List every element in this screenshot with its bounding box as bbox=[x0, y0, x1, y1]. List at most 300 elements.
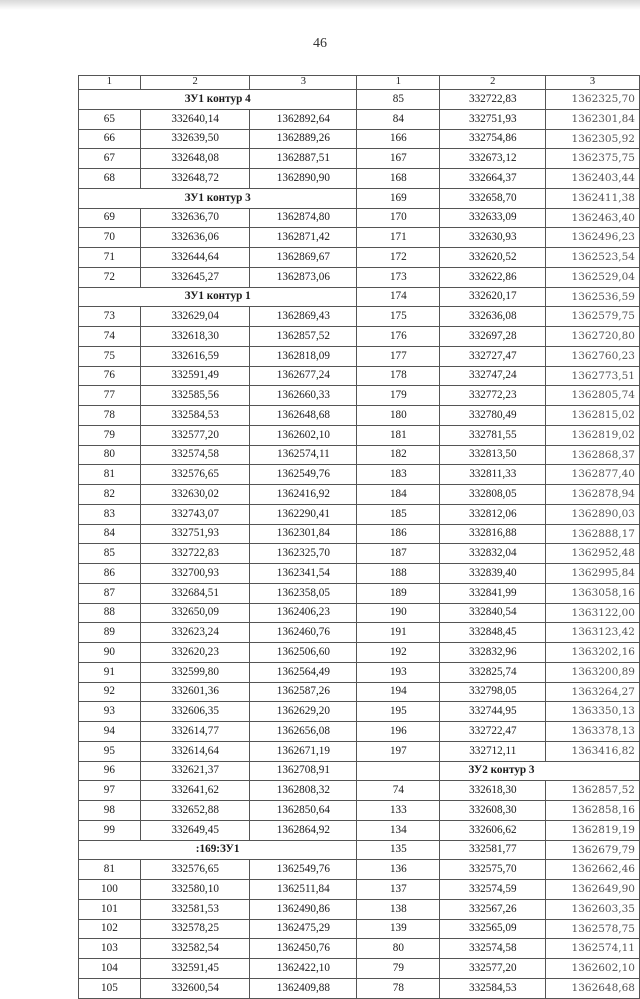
y-coordinate: 1362858,16 bbox=[546, 801, 640, 821]
point-number: 189 bbox=[357, 583, 440, 603]
point-number: 166 bbox=[357, 129, 440, 149]
table-row bbox=[357, 445, 639, 465]
x-coordinate: 332623,24 bbox=[140, 623, 250, 643]
table-row bbox=[357, 702, 639, 722]
table-row bbox=[357, 267, 639, 287]
x-coordinate: 332832,04 bbox=[440, 544, 546, 564]
table-row bbox=[357, 741, 639, 761]
table-row bbox=[357, 959, 639, 979]
point-number: 69 bbox=[79, 208, 141, 228]
point-number: 77 bbox=[79, 386, 141, 406]
y-coordinate: 1362475,29 bbox=[250, 919, 357, 939]
x-coordinate: 332743,07 bbox=[140, 504, 250, 524]
y-coordinate: 1362864,92 bbox=[250, 820, 357, 840]
x-coordinate: 332722,47 bbox=[440, 722, 546, 742]
y-coordinate: 1362871,42 bbox=[250, 228, 357, 248]
point-number: 181 bbox=[357, 425, 440, 445]
table-row bbox=[357, 840, 639, 860]
x-coordinate: 332648,08 bbox=[140, 149, 250, 169]
x-coordinate: 332574,58 bbox=[440, 939, 546, 959]
table-row bbox=[357, 623, 639, 643]
point-number: 78 bbox=[79, 406, 141, 426]
y-coordinate: 1362660,33 bbox=[250, 386, 357, 406]
y-coordinate: 1362648,68 bbox=[250, 406, 357, 426]
y-coordinate: 1362325,70 bbox=[546, 90, 640, 110]
point-number: 103 bbox=[79, 939, 141, 959]
x-coordinate: 332565,09 bbox=[440, 919, 546, 939]
x-coordinate: 332584,53 bbox=[440, 978, 546, 998]
x-coordinate: 332727,47 bbox=[440, 346, 546, 366]
x-coordinate: 332798,05 bbox=[440, 682, 546, 702]
x-coordinate: 332591,45 bbox=[140, 959, 250, 979]
x-coordinate: 332622,86 bbox=[440, 267, 546, 287]
point-number: 85 bbox=[79, 544, 141, 564]
y-coordinate: 1362422,10 bbox=[250, 959, 357, 979]
table-row bbox=[79, 860, 357, 880]
section-title: ЗУ1 контур 4 bbox=[79, 90, 357, 110]
point-number: 168 bbox=[357, 169, 440, 189]
section-title: ЗУ2 контур 3 bbox=[440, 761, 640, 781]
table-row bbox=[79, 169, 357, 189]
y-coordinate: 1362305,92 bbox=[546, 129, 640, 149]
point-number: 74 bbox=[79, 327, 141, 347]
point-number: 80 bbox=[357, 939, 440, 959]
table-row bbox=[357, 406, 639, 426]
y-coordinate: 1362411,38 bbox=[546, 188, 640, 208]
y-coordinate: 1362952,48 bbox=[546, 544, 640, 564]
x-coordinate: 332581,53 bbox=[140, 899, 250, 919]
point-number: 72 bbox=[79, 267, 141, 287]
point-number: 188 bbox=[357, 564, 440, 584]
x-coordinate: 332697,28 bbox=[440, 327, 546, 347]
x-coordinate: 332722,83 bbox=[140, 544, 250, 564]
table-row bbox=[357, 366, 639, 386]
x-coordinate: 332620,17 bbox=[440, 287, 546, 307]
y-coordinate: 1362602,10 bbox=[250, 425, 357, 445]
x-coordinate: 332664,37 bbox=[440, 169, 546, 189]
x-coordinate: 332585,56 bbox=[140, 386, 250, 406]
y-coordinate: 1362888,17 bbox=[546, 524, 640, 544]
x-coordinate: 332841,99 bbox=[440, 583, 546, 603]
x-coordinate: 332747,24 bbox=[440, 366, 546, 386]
table-row bbox=[79, 643, 357, 663]
x-coordinate: 332629,04 bbox=[140, 307, 250, 327]
point-number: 79 bbox=[357, 959, 440, 979]
x-coordinate: 332754,86 bbox=[440, 129, 546, 149]
table-row bbox=[357, 820, 639, 840]
point-number: 84 bbox=[79, 524, 141, 544]
y-coordinate: 1363202,16 bbox=[546, 643, 640, 663]
table-row bbox=[79, 939, 357, 959]
point-number: 66 bbox=[79, 129, 141, 149]
table-row bbox=[79, 485, 357, 505]
table-row bbox=[79, 959, 357, 979]
table-row bbox=[79, 880, 357, 900]
table-row bbox=[79, 109, 357, 129]
y-coordinate: 1362869,67 bbox=[250, 248, 357, 268]
y-coordinate: 1362679,79 bbox=[546, 840, 640, 860]
point-number: 81 bbox=[79, 465, 141, 485]
x-coordinate: 332641,62 bbox=[140, 781, 250, 801]
point-number: 76 bbox=[79, 366, 141, 386]
table-row bbox=[357, 188, 639, 208]
table-row bbox=[357, 346, 639, 366]
x-coordinate: 332644,64 bbox=[140, 248, 250, 268]
point-number: 185 bbox=[357, 504, 440, 524]
table-row bbox=[79, 603, 357, 623]
section-title: ЗУ1 контур 3 bbox=[79, 188, 357, 208]
point-number: 97 bbox=[79, 781, 141, 801]
table-row bbox=[79, 208, 357, 228]
point-number: 95 bbox=[79, 741, 141, 761]
y-coordinate: 1362873,06 bbox=[250, 267, 357, 287]
scan-edge bbox=[0, 0, 640, 10]
table-row bbox=[357, 248, 639, 268]
section-title: ЗУ1 контур 1 bbox=[79, 287, 357, 307]
x-coordinate: 332618,30 bbox=[140, 327, 250, 347]
point-number: 98 bbox=[79, 801, 141, 821]
x-coordinate: 332576,65 bbox=[140, 860, 250, 880]
y-coordinate: 1362892,64 bbox=[250, 109, 357, 129]
point-number: 90 bbox=[79, 643, 141, 663]
y-coordinate: 1362808,32 bbox=[250, 781, 357, 801]
y-coordinate: 1362890,03 bbox=[546, 504, 640, 524]
y-coordinate: 1362523,54 bbox=[546, 248, 640, 268]
y-coordinate: 1363378,13 bbox=[546, 722, 640, 742]
x-coordinate: 332712,11 bbox=[440, 741, 546, 761]
y-coordinate: 1362857,52 bbox=[250, 327, 357, 347]
table-row bbox=[79, 820, 357, 840]
section-row bbox=[79, 840, 357, 860]
point-number: 190 bbox=[357, 603, 440, 623]
point-number: 80 bbox=[79, 445, 141, 465]
table-row bbox=[357, 978, 639, 998]
section-row bbox=[357, 761, 639, 781]
point-number: 84 bbox=[357, 109, 440, 129]
y-coordinate: 1362869,43 bbox=[250, 307, 357, 327]
y-coordinate: 1362409,88 bbox=[250, 978, 357, 998]
table-row bbox=[79, 919, 357, 939]
x-coordinate: 332772,23 bbox=[440, 386, 546, 406]
y-coordinate: 1363264,27 bbox=[546, 682, 640, 702]
table-row bbox=[79, 406, 357, 426]
x-coordinate: 332601,36 bbox=[140, 682, 250, 702]
y-coordinate: 1362406,23 bbox=[250, 603, 357, 623]
coordinates-table-right bbox=[357, 75, 640, 999]
y-coordinate: 1362890,90 bbox=[250, 169, 357, 189]
column-header: 1 bbox=[357, 76, 440, 90]
x-coordinate: 332630,93 bbox=[440, 228, 546, 248]
point-number: 178 bbox=[357, 366, 440, 386]
table-row bbox=[357, 327, 639, 347]
x-coordinate: 332648,72 bbox=[140, 169, 250, 189]
point-number: 191 bbox=[357, 623, 440, 643]
x-coordinate: 332700,93 bbox=[140, 564, 250, 584]
y-coordinate: 1362511,84 bbox=[250, 880, 357, 900]
point-number: 138 bbox=[357, 899, 440, 919]
x-coordinate: 332825,74 bbox=[440, 662, 546, 682]
empty-cell bbox=[357, 761, 440, 781]
y-coordinate: 1362578,75 bbox=[546, 919, 640, 939]
y-coordinate: 1362850,64 bbox=[250, 801, 357, 821]
x-coordinate: 332658,70 bbox=[440, 188, 546, 208]
point-number: 87 bbox=[79, 583, 141, 603]
x-coordinate: 332673,12 bbox=[440, 149, 546, 169]
table-row bbox=[357, 129, 639, 149]
point-number: 194 bbox=[357, 682, 440, 702]
point-number: 92 bbox=[79, 682, 141, 702]
point-number: 70 bbox=[79, 228, 141, 248]
point-number: 96 bbox=[79, 761, 141, 781]
table-row bbox=[357, 169, 639, 189]
y-coordinate: 1362878,94 bbox=[546, 485, 640, 505]
point-number: 67 bbox=[79, 149, 141, 169]
x-coordinate: 332578,25 bbox=[140, 919, 250, 939]
table-row bbox=[79, 504, 357, 524]
y-coordinate: 1362587,26 bbox=[250, 682, 357, 702]
table-row bbox=[79, 682, 357, 702]
x-coordinate: 332621,37 bbox=[140, 761, 250, 781]
point-number: 169 bbox=[357, 188, 440, 208]
y-coordinate: 1362290,41 bbox=[250, 504, 357, 524]
y-coordinate: 1362857,52 bbox=[546, 781, 640, 801]
table-row bbox=[357, 524, 639, 544]
x-coordinate: 332832,96 bbox=[440, 643, 546, 663]
point-number: 195 bbox=[357, 702, 440, 722]
x-coordinate: 332839,40 bbox=[440, 564, 546, 584]
point-number: 179 bbox=[357, 386, 440, 406]
point-number: 99 bbox=[79, 820, 141, 840]
table-row bbox=[79, 445, 357, 465]
point-number: 183 bbox=[357, 465, 440, 485]
point-number: 139 bbox=[357, 919, 440, 939]
x-coordinate: 332636,06 bbox=[140, 228, 250, 248]
y-coordinate: 1362463,40 bbox=[546, 208, 640, 228]
y-coordinate: 1362720,80 bbox=[546, 327, 640, 347]
point-number: 175 bbox=[357, 307, 440, 327]
table-row bbox=[79, 564, 357, 584]
y-coordinate: 1362564,49 bbox=[250, 662, 357, 682]
point-number: 135 bbox=[357, 840, 440, 860]
x-coordinate: 332581,77 bbox=[440, 840, 546, 860]
point-number: 102 bbox=[79, 919, 141, 939]
y-coordinate: 1362671,19 bbox=[250, 741, 357, 761]
x-coordinate: 332574,59 bbox=[440, 880, 546, 900]
table-row bbox=[357, 643, 639, 663]
table-row bbox=[357, 603, 639, 623]
point-number: 184 bbox=[357, 485, 440, 505]
x-coordinate: 332577,20 bbox=[140, 425, 250, 445]
y-coordinate: 1363350,13 bbox=[546, 702, 640, 722]
table-row bbox=[357, 583, 639, 603]
y-coordinate: 1362325,70 bbox=[250, 544, 357, 564]
table-row bbox=[357, 228, 639, 248]
point-number: 182 bbox=[357, 445, 440, 465]
x-coordinate: 332751,93 bbox=[440, 109, 546, 129]
y-coordinate: 1362877,40 bbox=[546, 465, 640, 485]
point-number: 101 bbox=[79, 899, 141, 919]
table-row bbox=[79, 524, 357, 544]
y-coordinate: 1362708,91 bbox=[250, 761, 357, 781]
y-coordinate: 1363200,89 bbox=[546, 662, 640, 682]
y-coordinate: 1363123,42 bbox=[546, 623, 640, 643]
table-row bbox=[79, 761, 357, 781]
point-number: 133 bbox=[357, 801, 440, 821]
table-row bbox=[79, 702, 357, 722]
y-coordinate: 1362529,04 bbox=[546, 267, 640, 287]
table-row bbox=[79, 386, 357, 406]
y-coordinate: 1363122,00 bbox=[546, 603, 640, 623]
table-row bbox=[79, 662, 357, 682]
x-coordinate: 332633,09 bbox=[440, 208, 546, 228]
y-coordinate: 1362358,05 bbox=[250, 583, 357, 603]
x-coordinate: 332781,55 bbox=[440, 425, 546, 445]
x-coordinate: 332600,54 bbox=[140, 978, 250, 998]
x-coordinate: 332620,23 bbox=[140, 643, 250, 663]
table-row bbox=[79, 978, 357, 998]
table-row bbox=[357, 939, 639, 959]
x-coordinate: 332577,20 bbox=[440, 959, 546, 979]
x-coordinate: 332608,30 bbox=[440, 801, 546, 821]
table-row bbox=[357, 208, 639, 228]
table-row bbox=[357, 801, 639, 821]
y-coordinate: 1362677,24 bbox=[250, 366, 357, 386]
x-coordinate: 332606,35 bbox=[140, 702, 250, 722]
table-row bbox=[79, 425, 357, 445]
point-number: 173 bbox=[357, 267, 440, 287]
point-number: 79 bbox=[79, 425, 141, 445]
x-coordinate: 332636,70 bbox=[140, 208, 250, 228]
table-row bbox=[79, 583, 357, 603]
point-number: 91 bbox=[79, 662, 141, 682]
table-row bbox=[79, 327, 357, 347]
y-coordinate: 1362760,23 bbox=[546, 346, 640, 366]
section-row bbox=[79, 90, 357, 110]
point-number: 75 bbox=[79, 346, 141, 366]
point-number: 177 bbox=[357, 346, 440, 366]
point-number: 180 bbox=[357, 406, 440, 426]
point-number: 89 bbox=[79, 623, 141, 643]
y-coordinate: 1362375,75 bbox=[546, 149, 640, 169]
x-coordinate: 332591,49 bbox=[140, 366, 250, 386]
table-row bbox=[79, 366, 357, 386]
column-header: 1 bbox=[79, 76, 141, 90]
x-coordinate: 332567,26 bbox=[440, 899, 546, 919]
y-coordinate: 1362889,26 bbox=[250, 129, 357, 149]
point-number: 81 bbox=[79, 860, 141, 880]
table-row bbox=[357, 919, 639, 939]
point-number: 174 bbox=[357, 287, 440, 307]
section-row bbox=[79, 287, 357, 307]
section-title: :169:ЗУ1 bbox=[79, 840, 357, 860]
table-header-row bbox=[79, 76, 357, 90]
point-number: 137 bbox=[357, 880, 440, 900]
x-coordinate: 332744,95 bbox=[440, 702, 546, 722]
y-coordinate: 1362815,02 bbox=[546, 406, 640, 426]
y-coordinate: 1362819,19 bbox=[546, 820, 640, 840]
point-number: 171 bbox=[357, 228, 440, 248]
x-coordinate: 332614,64 bbox=[140, 741, 250, 761]
x-coordinate: 332640,14 bbox=[140, 109, 250, 129]
table-row bbox=[357, 682, 639, 702]
x-coordinate: 332751,93 bbox=[140, 524, 250, 544]
table-row bbox=[357, 662, 639, 682]
section-row bbox=[79, 188, 357, 208]
point-number: 73 bbox=[79, 307, 141, 327]
x-coordinate: 332639,50 bbox=[140, 129, 250, 149]
x-coordinate: 332618,30 bbox=[440, 781, 546, 801]
y-coordinate: 1363058,16 bbox=[546, 583, 640, 603]
x-coordinate: 332840,54 bbox=[440, 603, 546, 623]
y-coordinate: 1362574,11 bbox=[250, 445, 357, 465]
y-coordinate: 1362602,10 bbox=[546, 959, 640, 979]
x-coordinate: 332636,08 bbox=[440, 307, 546, 327]
y-coordinate: 1362496,23 bbox=[546, 228, 640, 248]
point-number: 134 bbox=[357, 820, 440, 840]
table-row bbox=[357, 781, 639, 801]
point-number: 186 bbox=[357, 524, 440, 544]
table-row bbox=[79, 248, 357, 268]
point-number: 93 bbox=[79, 702, 141, 722]
point-number: 65 bbox=[79, 109, 141, 129]
x-coordinate: 332576,65 bbox=[140, 465, 250, 485]
table-row bbox=[79, 267, 357, 287]
table-row bbox=[357, 465, 639, 485]
table-row bbox=[357, 880, 639, 900]
table-row bbox=[357, 504, 639, 524]
table-row bbox=[357, 425, 639, 445]
x-coordinate: 332808,05 bbox=[440, 485, 546, 505]
x-coordinate: 332649,45 bbox=[140, 820, 250, 840]
point-number: 176 bbox=[357, 327, 440, 347]
y-coordinate: 1362549,76 bbox=[250, 860, 357, 880]
y-coordinate: 1362656,08 bbox=[250, 722, 357, 742]
point-number: 170 bbox=[357, 208, 440, 228]
x-coordinate: 332722,83 bbox=[440, 90, 546, 110]
y-coordinate: 1362773,51 bbox=[546, 366, 640, 386]
y-coordinate: 1362450,76 bbox=[250, 939, 357, 959]
x-coordinate: 332630,02 bbox=[140, 485, 250, 505]
x-coordinate: 332582,54 bbox=[140, 939, 250, 959]
x-coordinate: 332620,52 bbox=[440, 248, 546, 268]
table-row bbox=[357, 149, 639, 169]
point-number: 71 bbox=[79, 248, 141, 268]
table-row bbox=[79, 129, 357, 149]
x-coordinate: 332811,33 bbox=[440, 465, 546, 485]
x-coordinate: 332645,27 bbox=[140, 267, 250, 287]
point-number: 85 bbox=[357, 90, 440, 110]
point-number: 192 bbox=[357, 643, 440, 663]
column-header: 3 bbox=[250, 76, 357, 90]
x-coordinate: 332606,62 bbox=[440, 820, 546, 840]
x-coordinate: 332614,77 bbox=[140, 722, 250, 742]
y-coordinate: 1362819,02 bbox=[546, 425, 640, 445]
table-row bbox=[79, 544, 357, 564]
point-number: 88 bbox=[79, 603, 141, 623]
table-row bbox=[357, 564, 639, 584]
table-row bbox=[79, 899, 357, 919]
table-row bbox=[79, 346, 357, 366]
x-coordinate: 332780,49 bbox=[440, 406, 546, 426]
y-coordinate: 1362341,54 bbox=[250, 564, 357, 584]
point-number: 100 bbox=[79, 880, 141, 900]
x-coordinate: 332584,53 bbox=[140, 406, 250, 426]
y-coordinate: 1362995,84 bbox=[546, 564, 640, 584]
y-coordinate: 1362574,11 bbox=[546, 939, 640, 959]
x-coordinate: 332599,80 bbox=[140, 662, 250, 682]
y-coordinate: 1362301,84 bbox=[546, 109, 640, 129]
table-row bbox=[79, 722, 357, 742]
